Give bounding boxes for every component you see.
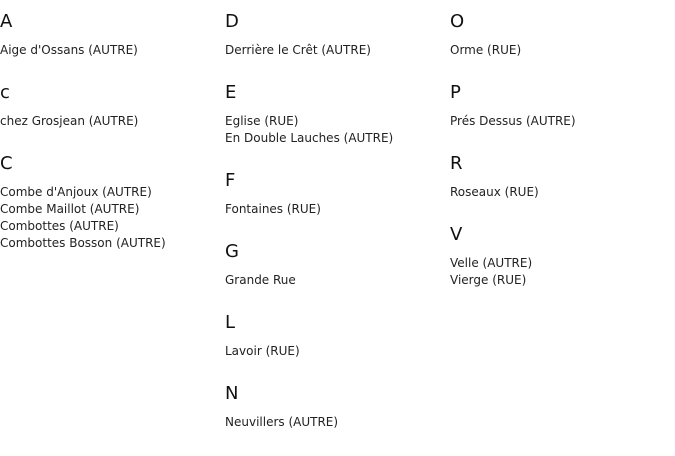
- letter-heading: V: [450, 224, 463, 245]
- letter-heading: D: [225, 11, 239, 32]
- street-list: [225, 42, 445, 59]
- street-item[interactable]: Combe d'Anjoux (AUTRE): [0, 185, 152, 199]
- street-list: [225, 343, 445, 360]
- street-list: [0, 184, 220, 252]
- letter-group: [450, 223, 670, 289]
- street-item[interactable]: Combe Maillot (AUTRE): [0, 202, 140, 216]
- street-item[interactable]: Prés Dessus (AUTRE): [450, 114, 576, 128]
- street-item[interactable]: Neuvillers (AUTRE): [225, 415, 339, 429]
- street-item[interactable]: Grande Rue: [225, 273, 296, 287]
- letter-group: [225, 382, 445, 431]
- letter-group: [225, 169, 445, 218]
- letter-heading: O: [450, 11, 465, 32]
- street-item[interactable]: Derrière le Crêt (AUTRE): [225, 43, 371, 57]
- letter-group: [0, 152, 220, 252]
- street-list: [225, 414, 445, 431]
- letter-heading: P: [450, 82, 461, 103]
- index-column-3: [450, 10, 670, 311]
- street-item[interactable]: Aige d'Ossans (AUTRE): [0, 43, 138, 57]
- street-item[interactable]: Orme (RUE): [450, 43, 522, 57]
- street-list: [450, 184, 670, 201]
- street-list: [225, 272, 445, 289]
- street-item[interactable]: Fontaines (RUE): [225, 202, 321, 216]
- street-list: [225, 113, 445, 147]
- index-column-1: [0, 10, 220, 274]
- letter-heading: A: [0, 11, 13, 32]
- letter-heading: c: [0, 82, 10, 103]
- letter-group: [450, 152, 670, 201]
- street-item[interactable]: chez Grosjean (AUTRE): [0, 114, 139, 128]
- street-item[interactable]: Combottes Bosson (AUTRE): [0, 236, 166, 250]
- street-item[interactable]: En Double Lauches (AUTRE): [225, 131, 394, 145]
- street-item[interactable]: Lavoir (RUE): [225, 344, 300, 358]
- street-list: [450, 113, 670, 130]
- letter-heading: R: [450, 153, 463, 174]
- letter-heading: G: [225, 241, 239, 262]
- index-column-2: [225, 10, 445, 453]
- street-list: [0, 113, 220, 130]
- street-item[interactable]: Combottes (AUTRE): [0, 219, 119, 233]
- letter-group: [0, 10, 220, 59]
- street-item[interactable]: Vierge (RUE): [450, 273, 527, 287]
- street-list: [450, 255, 670, 289]
- letter-group: [225, 10, 445, 59]
- letter-group: [225, 240, 445, 289]
- street-item[interactable]: Roseaux (RUE): [450, 185, 539, 199]
- letter-heading: L: [225, 312, 236, 333]
- street-item[interactable]: Eglise (RUE): [225, 114, 299, 128]
- letter-heading: E: [225, 82, 237, 103]
- letter-group: [450, 81, 670, 130]
- letter-group: [0, 81, 220, 130]
- street-list: [450, 42, 670, 59]
- letter-heading: C: [0, 153, 13, 174]
- letter-group: [225, 311, 445, 360]
- street-item[interactable]: Velle (AUTRE): [450, 256, 533, 270]
- street-list: [225, 201, 445, 218]
- letter-heading: F: [225, 170, 236, 191]
- letter-group: [225, 81, 445, 147]
- letter-group: [450, 10, 670, 59]
- letter-heading: N: [225, 383, 239, 404]
- street-list: [0, 42, 220, 59]
